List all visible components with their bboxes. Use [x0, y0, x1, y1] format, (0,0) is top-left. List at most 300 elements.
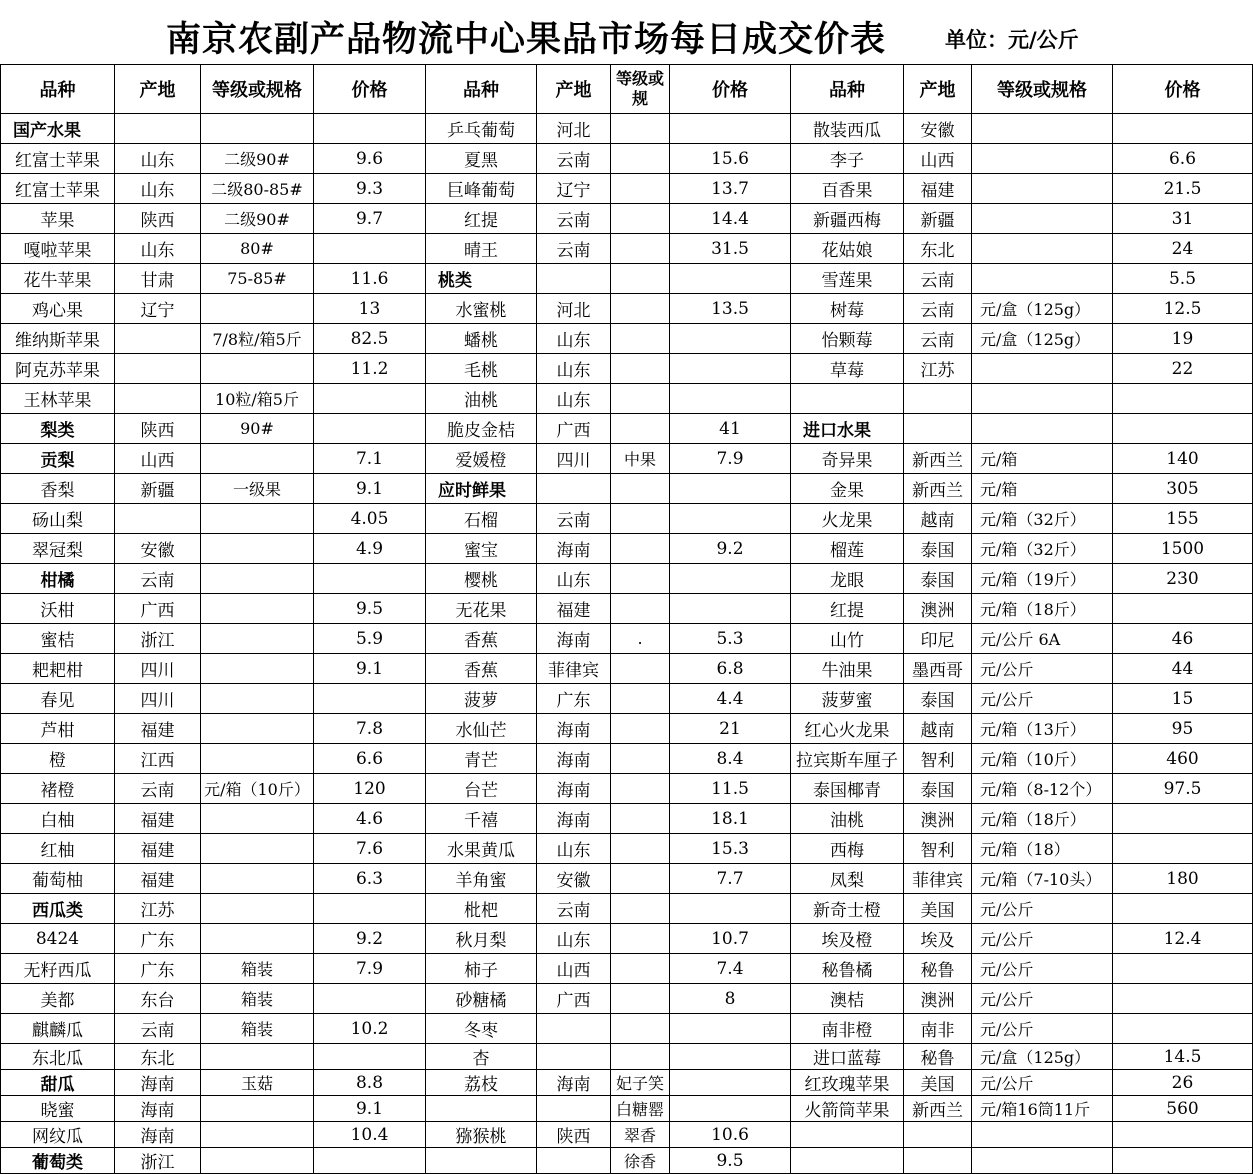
- cell-price: 8: [670, 984, 791, 1014]
- cell-origin: 山东: [537, 924, 611, 954]
- cell-price: 12.5: [1113, 294, 1253, 324]
- cell-grade: [611, 234, 670, 264]
- cell-variety: 花牛苹果: [1, 264, 115, 294]
- cell-price: 305: [1113, 474, 1253, 504]
- cell-price: 9.1: [314, 654, 426, 684]
- cell-origin: [904, 1122, 972, 1148]
- cell-origin: [115, 354, 201, 384]
- cell-origin: 海南: [115, 1070, 201, 1096]
- cell-grade: 元/箱（18斤）: [972, 804, 1113, 834]
- cell-variety: [426, 1148, 537, 1174]
- cell-origin: 山东: [537, 324, 611, 354]
- cell-price: [314, 414, 426, 444]
- cell-variety: 水仙芒: [426, 714, 537, 744]
- cell-origin: 澳洲: [904, 984, 972, 1014]
- cell-price: 7.9: [314, 954, 426, 984]
- column-header: 价格: [314, 65, 426, 114]
- cell-origin: [537, 1044, 611, 1070]
- cell-grade: [611, 654, 670, 684]
- cell-price: [670, 504, 791, 534]
- cell-origin: 泰国: [904, 564, 972, 594]
- cell-grade: 元/箱（19斤）: [972, 564, 1113, 594]
- cell-grade: [201, 564, 314, 594]
- table-row: [1, 954, 1253, 984]
- cell-variety: 桃类: [426, 264, 537, 294]
- cell-variety: 西梅: [791, 834, 904, 864]
- cell-variety: 秘鲁橘: [791, 954, 904, 984]
- cell-variety: 蜜宝: [426, 534, 537, 564]
- cell-grade: 元/公斤: [972, 894, 1113, 924]
- cell-grade: [201, 354, 314, 384]
- cell-grade: [611, 414, 670, 444]
- cell-price: [1113, 1014, 1253, 1044]
- cell-price: 7.4: [670, 954, 791, 984]
- cell-price: 97.5: [1113, 774, 1253, 804]
- cell-origin: [537, 264, 611, 294]
- cell-price: [1113, 984, 1253, 1014]
- cell-origin: [904, 384, 972, 414]
- cell-origin: 印尼: [904, 624, 972, 654]
- cell-price: [670, 894, 791, 924]
- cell-price: 6.3: [314, 864, 426, 894]
- cell-grade: 二级80-85#: [201, 174, 314, 204]
- cell-variety: 火箭筒苹果: [791, 1096, 904, 1122]
- cell-price: [1113, 594, 1253, 624]
- column-header: 价格: [670, 65, 791, 114]
- cell-origin: 美国: [904, 1070, 972, 1096]
- cell-grade: 玉菇: [201, 1070, 314, 1096]
- cell-price: 11.2: [314, 354, 426, 384]
- cell-origin: 秘鲁: [904, 1044, 972, 1070]
- cell-origin: 海南: [537, 804, 611, 834]
- cell-variety: 贡梨: [1, 444, 115, 474]
- table-row: [1, 1070, 1253, 1096]
- table-row: [1, 624, 1253, 654]
- table-row: [1, 1122, 1253, 1148]
- cell-grade: 元/公斤 6A: [972, 624, 1113, 654]
- cell-variety: 国产水果: [1, 114, 115, 144]
- cell-price: 10.7: [670, 924, 791, 954]
- cell-grade: 80#: [201, 234, 314, 264]
- cell-grade: [972, 174, 1113, 204]
- cell-price: 4.9: [314, 534, 426, 564]
- cell-grade: [611, 264, 670, 294]
- column-header: 品种: [426, 65, 537, 114]
- column-header: 品种: [791, 65, 904, 114]
- cell-price: 10.6: [670, 1122, 791, 1148]
- table-row: [1, 174, 1253, 204]
- cell-grade: [201, 924, 314, 954]
- cell-price: [670, 354, 791, 384]
- cell-origin: 泰国: [904, 774, 972, 804]
- cell-price: [670, 384, 791, 414]
- cell-price: [1113, 804, 1253, 834]
- cell-variety: 菠萝蜜: [791, 684, 904, 714]
- header-row: [1, 65, 1253, 114]
- table-row: [1, 144, 1253, 174]
- cell-grade: [611, 174, 670, 204]
- table-row: [1, 444, 1253, 474]
- cell-origin: 东北: [115, 1044, 201, 1070]
- table-row: [1, 234, 1253, 264]
- column-header: 价格: [1113, 65, 1253, 114]
- cell-variety: 翠冠梨: [1, 534, 115, 564]
- cell-origin: 云南: [904, 294, 972, 324]
- cell-variety: 王林苹果: [1, 384, 115, 414]
- cell-origin: 浙江: [115, 624, 201, 654]
- table-row: [1, 1044, 1253, 1070]
- cell-origin: 安徽: [904, 114, 972, 144]
- cell-variety: 牛油果: [791, 654, 904, 684]
- cell-origin: 四川: [537, 444, 611, 474]
- cell-price: 5.3: [670, 624, 791, 654]
- cell-price: 180: [1113, 864, 1253, 894]
- cell-price: 95: [1113, 714, 1253, 744]
- cell-price: [670, 114, 791, 144]
- cell-variety: 褚橙: [1, 774, 115, 804]
- cell-origin: [537, 1148, 611, 1174]
- cell-origin: 江苏: [115, 894, 201, 924]
- cell-variety: 台芒: [426, 774, 537, 804]
- cell-grade: [201, 294, 314, 324]
- cell-grade: [611, 504, 670, 534]
- cell-variety: 树莓: [791, 294, 904, 324]
- cell-grade: [972, 204, 1113, 234]
- table-row: [1, 744, 1253, 774]
- cell-price: 11.6: [314, 264, 426, 294]
- cell-price: 19: [1113, 324, 1253, 354]
- cell-origin: 山东: [115, 234, 201, 264]
- cell-variety: 葡萄柚: [1, 864, 115, 894]
- cell-grade: [972, 384, 1113, 414]
- cell-variety: 散装西瓜: [791, 114, 904, 144]
- cell-origin: 云南: [115, 1014, 201, 1044]
- cell-price: 7.1: [314, 444, 426, 474]
- cell-grade: [972, 1148, 1113, 1174]
- cell-price: 120: [314, 774, 426, 804]
- cell-grade: [611, 294, 670, 324]
- cell-variety: 雪莲果: [791, 264, 904, 294]
- cell-grade: 10粒/箱5斤: [201, 384, 314, 414]
- cell-grade: 一级果: [201, 474, 314, 504]
- cell-origin: 四川: [115, 654, 201, 684]
- cell-price: [314, 894, 426, 924]
- column-header: 产地: [537, 65, 611, 114]
- cell-variety: 草莓: [791, 354, 904, 384]
- cell-variety: [791, 1122, 904, 1148]
- cell-variety: [791, 1148, 904, 1174]
- cell-price: [1113, 384, 1253, 414]
- cell-origin: 海南: [537, 1070, 611, 1096]
- column-header: 等级或规格: [972, 65, 1113, 114]
- cell-variety: 秋月梨: [426, 924, 537, 954]
- cell-price: [670, 324, 791, 354]
- cell-price: 4.6: [314, 804, 426, 834]
- cell-variety: 鸡心果: [1, 294, 115, 324]
- cell-grade: 元/箱（32斤）: [972, 504, 1113, 534]
- cell-grade: [611, 324, 670, 354]
- cell-price: 5.9: [314, 624, 426, 654]
- cell-price: 7.7: [670, 864, 791, 894]
- cell-grade: [611, 534, 670, 564]
- cell-variety: 无花果: [426, 594, 537, 624]
- cell-grade: [201, 834, 314, 864]
- cell-grade: [611, 114, 670, 144]
- cell-variety: 无籽西瓜: [1, 954, 115, 984]
- cell-variety: 美都: [1, 984, 115, 1014]
- cell-origin: 新西兰: [904, 474, 972, 504]
- cell-grade: [201, 1044, 314, 1070]
- cell-variety: 西瓜类: [1, 894, 115, 924]
- cell-variety: 东北瓜: [1, 1044, 115, 1070]
- cell-price: [314, 114, 426, 144]
- cell-price: 140: [1113, 444, 1253, 474]
- cell-grade: 元/公斤: [972, 984, 1113, 1014]
- cell-variety: 枇杷: [426, 894, 537, 924]
- cell-origin: 秘鲁: [904, 954, 972, 984]
- cell-price: [670, 1044, 791, 1070]
- cell-price: 18.1: [670, 804, 791, 834]
- cell-origin: 云南: [115, 774, 201, 804]
- cell-origin: 新疆: [115, 474, 201, 504]
- cell-origin: 智利: [904, 834, 972, 864]
- cell-origin: [115, 114, 201, 144]
- cell-grade: 箱装: [201, 1014, 314, 1044]
- cell-origin: 云南: [904, 324, 972, 354]
- cell-price: 5.5: [1113, 264, 1253, 294]
- cell-variety: 石榴: [426, 504, 537, 534]
- cell-origin: 海南: [115, 1096, 201, 1122]
- cell-grade: [611, 1014, 670, 1044]
- cell-price: 4.4: [670, 684, 791, 714]
- cell-price: 9.5: [670, 1148, 791, 1174]
- cell-origin: 河北: [537, 114, 611, 144]
- cell-origin: 云南: [537, 894, 611, 924]
- cell-origin: 四川: [115, 684, 201, 714]
- cell-variety: 柑橘: [1, 564, 115, 594]
- cell-variety: 花姑娘: [791, 234, 904, 264]
- cell-variety: 埃及橙: [791, 924, 904, 954]
- cell-price: 230: [1113, 564, 1253, 594]
- cell-grade: 元/盒（125g）: [972, 1044, 1113, 1070]
- cell-origin: 东北: [904, 234, 972, 264]
- cell-variety: 进口蓝莓: [791, 1044, 904, 1070]
- cell-price: [314, 1148, 426, 1174]
- cell-origin: 辽宁: [537, 174, 611, 204]
- cell-origin: 菲律宾: [537, 654, 611, 684]
- cell-variety: 蜜桔: [1, 624, 115, 654]
- cell-variety: 耙耙柑: [1, 654, 115, 684]
- cell-variety: 砀山梨: [1, 504, 115, 534]
- cell-origin: 泰国: [904, 534, 972, 564]
- cell-price: 14.5: [1113, 1044, 1253, 1070]
- cell-origin: 云南: [115, 564, 201, 594]
- cell-grade: [201, 624, 314, 654]
- cell-grade: [611, 354, 670, 384]
- cell-price: 6.6: [314, 744, 426, 774]
- cell-price: [1113, 414, 1253, 444]
- cell-origin: 新西兰: [904, 444, 972, 474]
- cell-grade: [201, 894, 314, 924]
- cell-variety: 毛桃: [426, 354, 537, 384]
- cell-origin: 江西: [115, 744, 201, 774]
- cell-price: [314, 384, 426, 414]
- table-row: [1, 294, 1253, 324]
- cell-origin: 南非: [904, 1014, 972, 1044]
- cell-variety: 红富士苹果: [1, 174, 115, 204]
- cell-origin: 山东: [115, 144, 201, 174]
- table-row: [1, 324, 1253, 354]
- cell-price: 9.5: [314, 594, 426, 624]
- cell-origin: 河北: [537, 294, 611, 324]
- cell-origin: 福建: [115, 804, 201, 834]
- cell-price: 12.4: [1113, 924, 1253, 954]
- table-row: [1, 894, 1253, 924]
- cell-variety: 火龙果: [791, 504, 904, 534]
- cell-variety: 樱桃: [426, 564, 537, 594]
- cell-price: [670, 1014, 791, 1044]
- table-row: [1, 984, 1253, 1014]
- cell-grade: 元/箱16筒11斤: [972, 1096, 1113, 1122]
- cell-price: [670, 264, 791, 294]
- cell-variety: 蟠桃: [426, 324, 537, 354]
- cell-grade: 箱装: [201, 984, 314, 1014]
- table-row: [1, 1148, 1253, 1174]
- cell-price: 8.4: [670, 744, 791, 774]
- cell-grade: 7/8粒/箱5斤: [201, 324, 314, 354]
- cell-price: [670, 564, 791, 594]
- cell-variety: 拉宾斯车厘子: [791, 744, 904, 774]
- cell-price: [314, 984, 426, 1014]
- cell-grade: [201, 684, 314, 714]
- table-row: [1, 594, 1253, 624]
- cell-variety: 澳桔: [791, 984, 904, 1014]
- unit-label: 单位：元/公斤: [945, 28, 1079, 52]
- table-row: [1, 774, 1253, 804]
- cell-variety: 凤梨: [791, 864, 904, 894]
- table-row: [1, 1014, 1253, 1044]
- cell-grade: [201, 594, 314, 624]
- cell-origin: 广东: [537, 684, 611, 714]
- cell-variety: 百香果: [791, 174, 904, 204]
- cell-price: 21.5: [1113, 174, 1253, 204]
- cell-grade: [611, 684, 670, 714]
- cell-price: 6.8: [670, 654, 791, 684]
- cell-variety: 红富士苹果: [1, 144, 115, 174]
- cell-variety: 麒麟瓜: [1, 1014, 115, 1044]
- cell-origin: 海南: [537, 744, 611, 774]
- cell-variety: 夏黑: [426, 144, 537, 174]
- cell-price: 9.3: [314, 174, 426, 204]
- cell-price: 31: [1113, 204, 1253, 234]
- cell-price: 13: [314, 294, 426, 324]
- cell-variety: 橙: [1, 744, 115, 774]
- cell-origin: 海南: [537, 624, 611, 654]
- cell-grade: 元/箱（18）: [972, 834, 1113, 864]
- cell-price: 10.2: [314, 1014, 426, 1044]
- cell-variety: 新疆西梅: [791, 204, 904, 234]
- cell-variety: 南非橙: [791, 1014, 904, 1044]
- cell-variety: 荔枝: [426, 1070, 537, 1096]
- cell-price: [314, 1044, 426, 1070]
- cell-variety: 红心火龙果: [791, 714, 904, 744]
- cell-variety: 春见: [1, 684, 115, 714]
- cell-variety: 甜瓜: [1, 1070, 115, 1096]
- cell-variety: 苹果: [1, 204, 115, 234]
- cell-grade: [972, 1122, 1113, 1148]
- table-row: [1, 924, 1253, 954]
- cell-variety: 爱媛橙: [426, 444, 537, 474]
- cell-price: 460: [1113, 744, 1253, 774]
- cell-grade: [611, 834, 670, 864]
- cell-origin: 安徽: [537, 864, 611, 894]
- cell-grade: [611, 564, 670, 594]
- cell-grade: 妃子笑: [611, 1070, 670, 1096]
- cell-price: 560: [1113, 1096, 1253, 1122]
- cell-variety: 水蜜桃: [426, 294, 537, 324]
- cell-variety: 嘎啦苹果: [1, 234, 115, 264]
- cell-price: [670, 1096, 791, 1122]
- cell-price: 31.5: [670, 234, 791, 264]
- cell-origin: 海南: [537, 534, 611, 564]
- cell-price: 13.7: [670, 174, 791, 204]
- cell-origin: 山东: [537, 834, 611, 864]
- table-row: [1, 654, 1253, 684]
- cell-origin: 山西: [537, 954, 611, 984]
- cell-origin: 山东: [115, 174, 201, 204]
- cell-origin: 浙江: [115, 1148, 201, 1174]
- cell-grade: 二级90#: [201, 144, 314, 174]
- cell-grade: [201, 1096, 314, 1122]
- cell-origin: 山西: [115, 444, 201, 474]
- cell-grade: 中果: [611, 444, 670, 474]
- cell-grade: 元/箱: [972, 444, 1113, 474]
- cell-variety: 红提: [426, 204, 537, 234]
- cell-variety: 维纳斯苹果: [1, 324, 115, 354]
- cell-variety: 脆皮金桔: [426, 414, 537, 444]
- column-header: 等级或规: [611, 65, 670, 114]
- cell-grade: 元/箱（10斤）: [201, 774, 314, 804]
- cell-origin: 山东: [537, 384, 611, 414]
- cell-variety: 红柚: [1, 834, 115, 864]
- cell-grade: 元/公斤: [972, 954, 1113, 984]
- cell-origin: 云南: [537, 504, 611, 534]
- cell-origin: 广西: [537, 984, 611, 1014]
- cell-price: 15: [1113, 684, 1253, 714]
- cell-grade: [611, 474, 670, 504]
- cell-variety: 金果: [791, 474, 904, 504]
- table-row: [1, 804, 1253, 834]
- cell-origin: 新疆: [904, 204, 972, 234]
- cell-grade: 75-85#: [201, 264, 314, 294]
- table-body: [1, 114, 1253, 1174]
- cell-price: 7.8: [314, 714, 426, 744]
- cell-origin: 新西兰: [904, 1096, 972, 1122]
- cell-grade: 元/箱（32斤）: [972, 534, 1113, 564]
- cell-grade: 元/公斤: [972, 1070, 1113, 1096]
- cell-grade: [611, 714, 670, 744]
- cell-origin: 福建: [115, 864, 201, 894]
- cell-price: 9.2: [670, 534, 791, 564]
- cell-price: 10.4: [314, 1122, 426, 1148]
- cell-origin: 海南: [115, 1122, 201, 1148]
- cell-grade: [201, 1122, 314, 1148]
- cell-origin: 广东: [115, 954, 201, 984]
- price-table: [0, 64, 1253, 1174]
- cell-origin: 越南: [904, 504, 972, 534]
- cell-price: 11.5: [670, 774, 791, 804]
- cell-variety: 晓蜜: [1, 1096, 115, 1122]
